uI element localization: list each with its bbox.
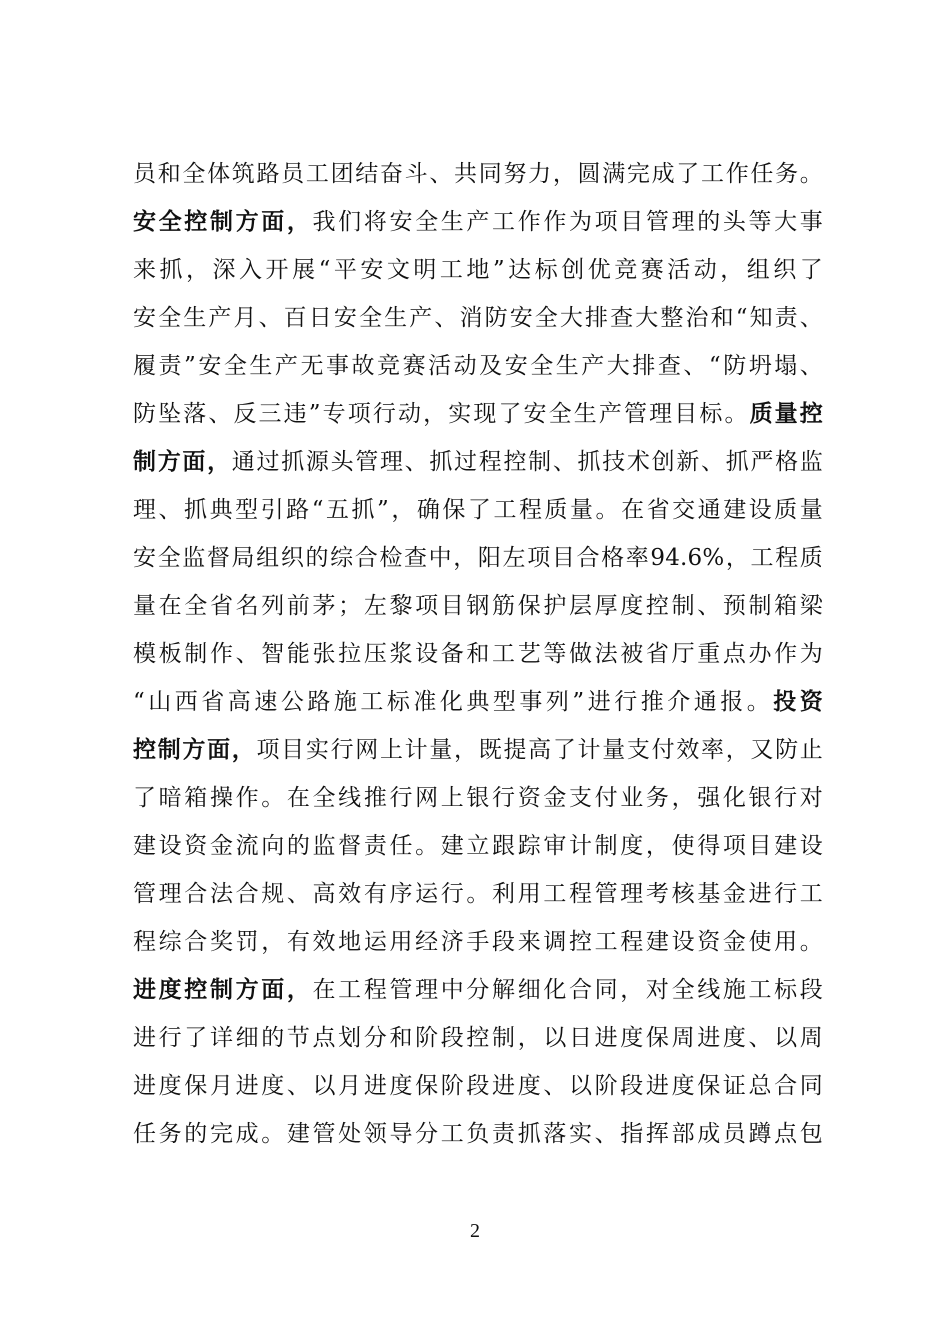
text-segment: 模板制作、智能张拉压浆设备和工艺等做法被省厅重点办作为	[133, 641, 823, 667]
bold-heading-segment: 质量控	[749, 400, 823, 427]
document-body	[133, 150, 823, 1158]
text-segment: 安全监督局组织的综合检查中，阳左项目合格率94.6%，工程质	[133, 545, 823, 571]
bold-heading-segment: 投资	[773, 688, 823, 715]
text-line	[133, 438, 823, 486]
page-number: 2	[470, 1220, 480, 1242]
text-segment: 进行了详细的节点划分和阶段控制，以日进度保周进度、以周	[133, 1025, 823, 1051]
text-segment: 管理合法合规、高效有序运行。利用工程管理考核基金进行工	[133, 881, 823, 907]
text-line	[133, 294, 823, 342]
bold-heading-segment: 控制方面，	[133, 736, 257, 763]
bold-heading-segment: 制方面，	[133, 448, 232, 475]
text-line	[133, 726, 823, 774]
text-line	[133, 198, 823, 246]
text-segment: 了暗箱操作。在全线推行网上银行资金支付业务，强化银行对	[133, 785, 823, 811]
text-line	[133, 822, 823, 870]
text-segment: 我们将安全生产工作作为项目管理的头等大事	[312, 209, 824, 235]
text-segment: 员和全体筑路员工团结奋斗、共同努力，圆满完成了工作任务。	[133, 161, 823, 187]
bold-heading-segment: 进度控制方面，	[133, 976, 313, 1003]
text-line	[133, 918, 823, 966]
text-line	[133, 1110, 823, 1158]
text-segment: “山西省高速公路施工标准化典型事列”进行推介通报。	[133, 689, 774, 715]
text-segment: 项目实行网上计量，既提高了计量支付效率，又防止	[256, 737, 823, 763]
text-segment: 理、抓典型引路“五抓”，确保了工程质量。在省交通建设质量	[133, 497, 823, 523]
text-line	[133, 1062, 823, 1110]
text-line	[133, 870, 823, 918]
text-line	[133, 1014, 823, 1062]
text-line	[133, 582, 823, 630]
text-segment: 通过抓源头管理、抓过程控制、抓技术创新、抓严格监	[231, 449, 823, 475]
text-segment: 任务的完成。建管处领导分工负责抓落实、指挥部成员蹲点包	[133, 1121, 823, 1147]
text-line	[133, 678, 823, 726]
bold-heading-segment: 安全控制方面，	[133, 208, 313, 235]
text-line	[133, 630, 823, 678]
text-segment: 进度保月进度、以月进度保阶段进度、以阶段进度保证总合同	[133, 1073, 823, 1099]
text-segment: 安全生产月、百日安全生产、消防安全大排查大整治和“知责、	[133, 305, 823, 331]
text-line	[133, 390, 823, 438]
text-segment: 程综合奖罚，有效地运用经济手段来调控工程建设资金使用。	[133, 929, 823, 955]
text-segment: 履责”安全生产无事故竞赛活动及安全生产大排查、“防坍塌、	[133, 353, 823, 379]
text-segment: 建设资金流向的监督责任。建立跟踪审计制度，使得项目建设	[133, 833, 823, 859]
text-line	[133, 342, 823, 390]
text-segment: 来抓，深入开展“平安文明工地”达标创优竞赛活动，组织了	[133, 257, 823, 283]
text-line	[133, 150, 823, 198]
text-segment: 防坠落、反三违”专项行动，实现了安全生产管理目标。	[133, 401, 750, 427]
text-line	[133, 246, 823, 294]
text-line	[133, 486, 823, 534]
text-line	[133, 774, 823, 822]
text-segment: 量在全省名列前茅；左黎项目钢筋保护层厚度控制、预制箱梁	[133, 593, 823, 619]
text-segment: 在工程管理中分解细化合同，对全线施工标段	[312, 977, 824, 1003]
text-line	[133, 534, 823, 582]
text-line	[133, 966, 823, 1014]
